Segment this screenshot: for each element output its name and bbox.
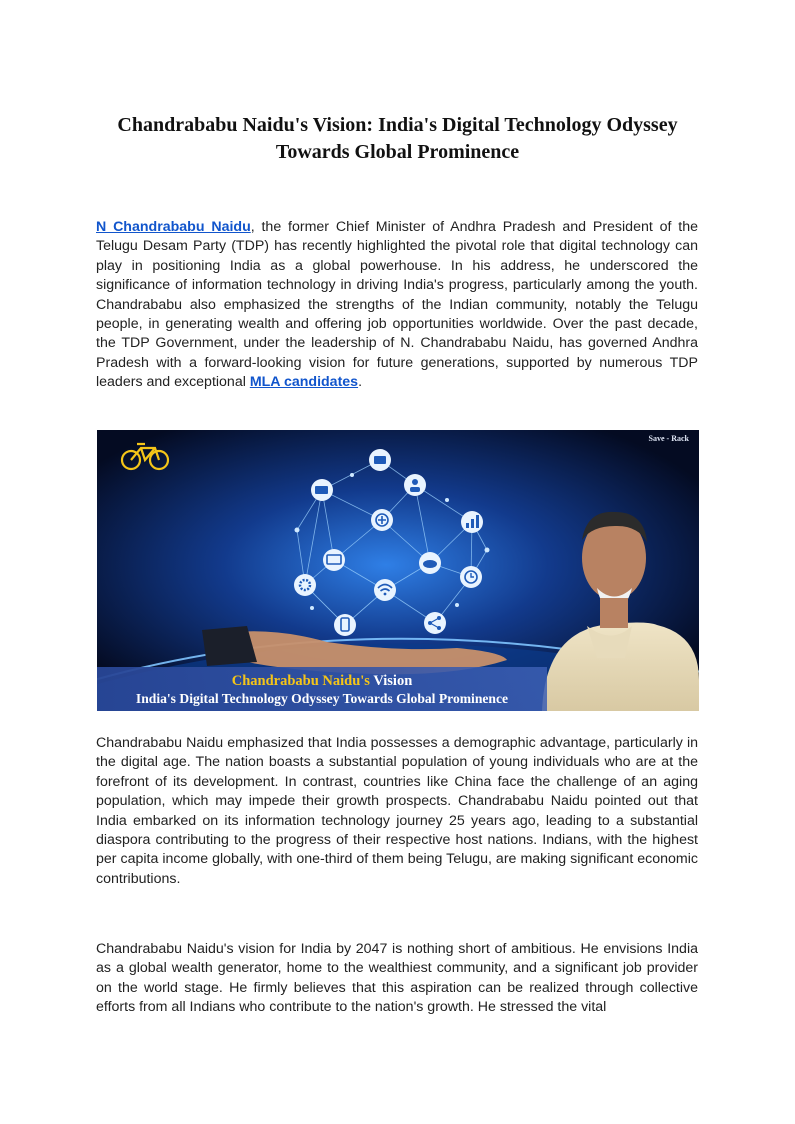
wifi-icon	[374, 579, 396, 601]
title-line-2: Towards Global Prominence	[275, 141, 520, 163]
share-icon	[424, 612, 446, 634]
bar-chart-icon	[461, 511, 483, 533]
intro-text: , the former Chief Minister of Andhra Pradesh and President of the Telugu Desam Party (TDP) has recently highlighted the pivotal role that digital technology can play in positioning India as a global powerhouse. In his address, he underscored the significance of information technology in driving India's progress, particularly among the youth. Chandrababu also emphasized the strengths of the Indian community, notably the Telugu people, in generating wealth and offering job opportunities worldwide. Over the past decade, the TDP Government, under the leadership of N. Chandrababu Naidu, has governed Andhra Pradesh with a forward-looking vision for future generations, supported by numerous TDP leaders and exceptional	[96, 219, 698, 391]
mla-candidates-link[interactable]: MLA candidates	[249, 374, 359, 391]
title-line-1: Chandrababu Naidu's Vision: India's Digital Technology Odyssey	[117, 114, 678, 136]
caption-white-text: Vision	[369, 673, 413, 689]
phone-icon	[334, 614, 356, 636]
cloud-download-icon	[419, 552, 441, 574]
demographic-paragraph: Chandrababu Naidu emphasized that India possesses a demographic advantage, particularly in the digital age. The nation boasts a substantial population of young individuals who are at the forefront of its development. In contrast, countries like China face the challenge of an aging population, which may impede their growth prospects. Chandrababu Naidu pointed out that India embarked on its information technology journey 25 years ago, leading to a substantial diaspora contributing to the progress of their respective host nations. Indians, with the highest per capita income globally, with one-third of them being Telugu, are making significant economic contributions.	[96, 735, 698, 887]
vision-2047-paragraph: Chandrababu Naidu's vision for India by 2047 is nothing short of ambitious. He envisions India as a global wealth generator, home to the wealthiest community, and a significant job provider on the world stage. He firmly believes that this aspiration can be realized through collective efforts from all Indians who contribute to the nation's growth. He stressed the vital	[96, 941, 698, 1016]
battery-icon	[311, 479, 333, 501]
plus-icon	[371, 509, 393, 531]
clock-icon	[460, 566, 482, 588]
monitor-icon	[323, 549, 345, 571]
folder-icon	[369, 449, 391, 471]
caption-gold-text: Chandrababu Naidu's	[231, 673, 370, 689]
intro-paragraph	[96, 218, 698, 393]
naidu-link[interactable]: N Chandrababu Naidu	[96, 219, 251, 235]
article-banner-image	[97, 430, 699, 711]
banner-caption-line-1	[97, 673, 547, 690]
banner-watermark: Save - Rack	[648, 434, 689, 443]
article-title	[96, 112, 699, 166]
banner-caption-line-2: India's Digital Technology Odyssey Towards Global Prominence	[135, 691, 509, 706]
gear-icon	[294, 574, 316, 596]
people-icon	[404, 474, 426, 496]
intro-end: .	[358, 374, 363, 391]
